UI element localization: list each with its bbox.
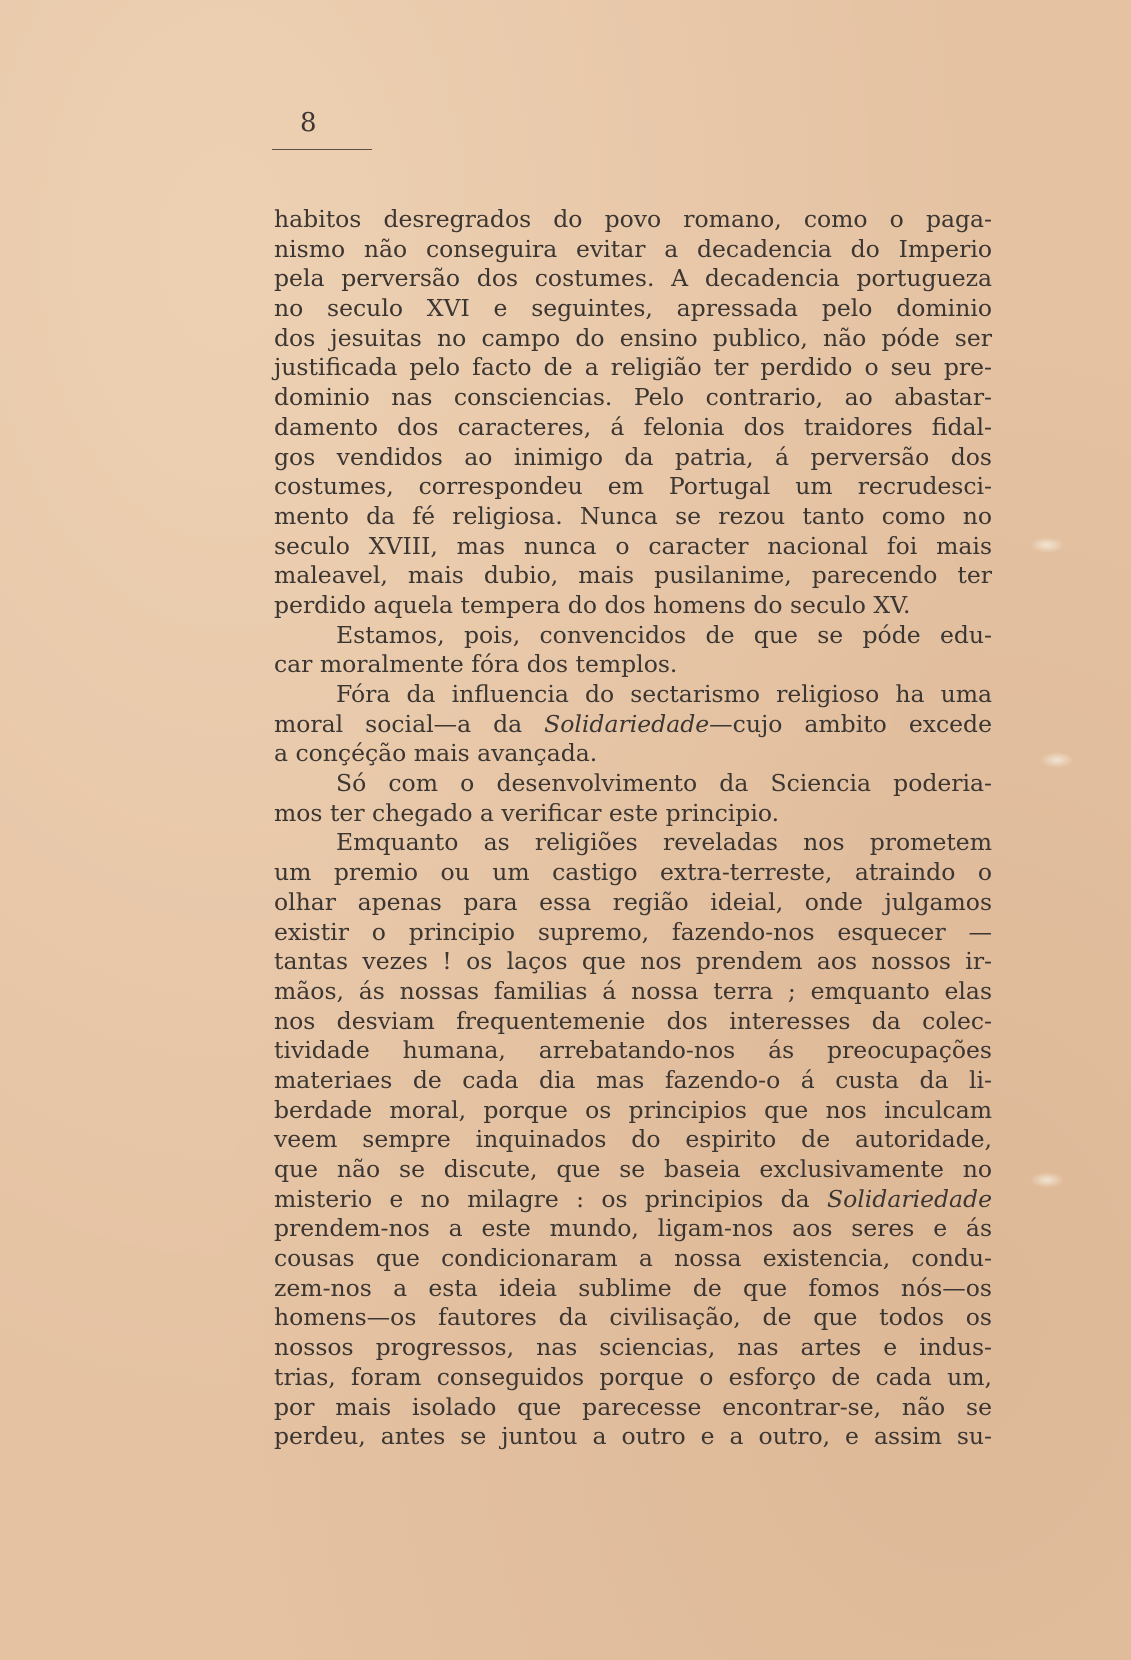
text-line: misterio e no milagre : os principios da Solidariedade xyxy=(274,1184,992,1213)
text-line: cousas que condicionaram a nossa existencia, condu- xyxy=(274,1244,992,1273)
text-line: dos jesuitas no campo do ensino publico, não póde ser xyxy=(274,323,992,352)
page-number: 8 xyxy=(300,108,317,138)
emphasis-solidariedade: Solidariedade xyxy=(544,709,710,738)
text-line: habitos desregrados do povo romano, como o paga- xyxy=(274,205,992,233)
text-line: existir o principio supremo, fazendo-nos esquecer — xyxy=(274,917,992,946)
text-line: veem sempre inquinados do espirito de autoridade, xyxy=(274,1125,992,1154)
text-line: Estamos, pois, convencidos de que se póde edu- xyxy=(336,620,992,649)
text-line: costumes, correspondeu em Portugal um recrudesci- xyxy=(274,472,992,501)
text-line: um premio ou um castigo extra-terreste, atraindo o xyxy=(274,858,992,887)
text-line: nismo não conseguira evitar a decadencia do Imperio xyxy=(274,234,992,263)
header-rule xyxy=(272,149,372,150)
paper-stain xyxy=(1030,537,1064,553)
body-text xyxy=(274,205,992,1452)
emphasis-solidariedade: Solidariedade xyxy=(827,1184,992,1213)
text-line: a conçéção mais avançada. xyxy=(274,739,598,768)
text-line: olhar apenas para essa região ideial, onde julgamos xyxy=(274,887,992,916)
paper-stain xyxy=(1030,1172,1064,1188)
text-line: dominio nas consciencias. Pelo contrario, ao abastar- xyxy=(274,383,992,412)
text-line: materiaes de cada dia mas fazendo-o á custa da li- xyxy=(274,1065,992,1094)
text-line: trias, foram conseguidos porque o esforço de cada um, xyxy=(274,1362,992,1391)
text-line: Fóra da influencia do sectarismo religioso ha uma xyxy=(336,680,992,708)
text-line: homens—os fautores da civilisação, de que todos os xyxy=(274,1303,992,1332)
text-line: Emquanto as religiões reveladas nos prometem xyxy=(336,828,992,857)
text-line: perdeu, antes se juntou a outro e a outro, e assim su- xyxy=(274,1422,992,1451)
text-line: mento da fé religiosa. Nunca se rezou tanto como no xyxy=(274,501,992,530)
text-line: no seculo XVI e seguintes, apressada pelo dominio xyxy=(274,294,992,323)
text-line: zem-nos a esta ideia sublime de que fomos nós—os xyxy=(274,1273,992,1302)
text-line: mãos, ás nossas familias á nossa terra ; emquanto elas xyxy=(274,976,992,1005)
text-line: tividade humana, arrebatando-nos ás preocupações xyxy=(274,1036,992,1065)
text-line: nos desviam frequentemenie dos interesses da colec- xyxy=(274,1006,992,1035)
text-line: prendem-nos a este mundo, ligam-nos aos seres e ás xyxy=(274,1214,992,1243)
text-line: Só com o desenvolvimento da Sciencia poderia- xyxy=(336,769,992,798)
text-line: car moralmente fóra dos templos. xyxy=(274,650,678,679)
text-line: damento dos caracteres, á felonia dos traidores fidal- xyxy=(274,412,992,441)
text-line: seculo XVIII, mas nunca o caracter nacional foi mais xyxy=(274,531,992,560)
text-line: nossos progressos, nas sciencias, nas artes e indus- xyxy=(274,1333,992,1362)
text-line: perdido aquela tempera do dos homens do seculo XV. xyxy=(274,590,911,619)
text-line: moral social—a da Solidariedade—cujo ambito excede xyxy=(274,709,993,738)
text-line: gos vendidos ao inimigo da patria, á perversão dos xyxy=(274,442,992,471)
text-line: justificada pelo facto de a religião ter perdido o seu pre- xyxy=(274,353,992,382)
text-line: berdade moral, porque os principios que nos inculcam xyxy=(274,1095,992,1124)
paper-stain xyxy=(1040,752,1074,768)
text-line: por mais isolado que parecesse encontrar-se, não se xyxy=(274,1392,992,1421)
text-line: pela perversão dos costumes. A decadencia portugueza xyxy=(274,264,992,293)
text-line: maleavel, mais dubio, mais pusilanime, parecendo ter xyxy=(274,561,992,590)
text-line: que não se discute, que se baseia exclusivamente no xyxy=(274,1155,992,1183)
text-line: tantas vezes ! os laços que nos prendem aos nossos ir- xyxy=(274,947,992,976)
text-line: mos ter chegado a verificar este principio. xyxy=(274,798,780,827)
